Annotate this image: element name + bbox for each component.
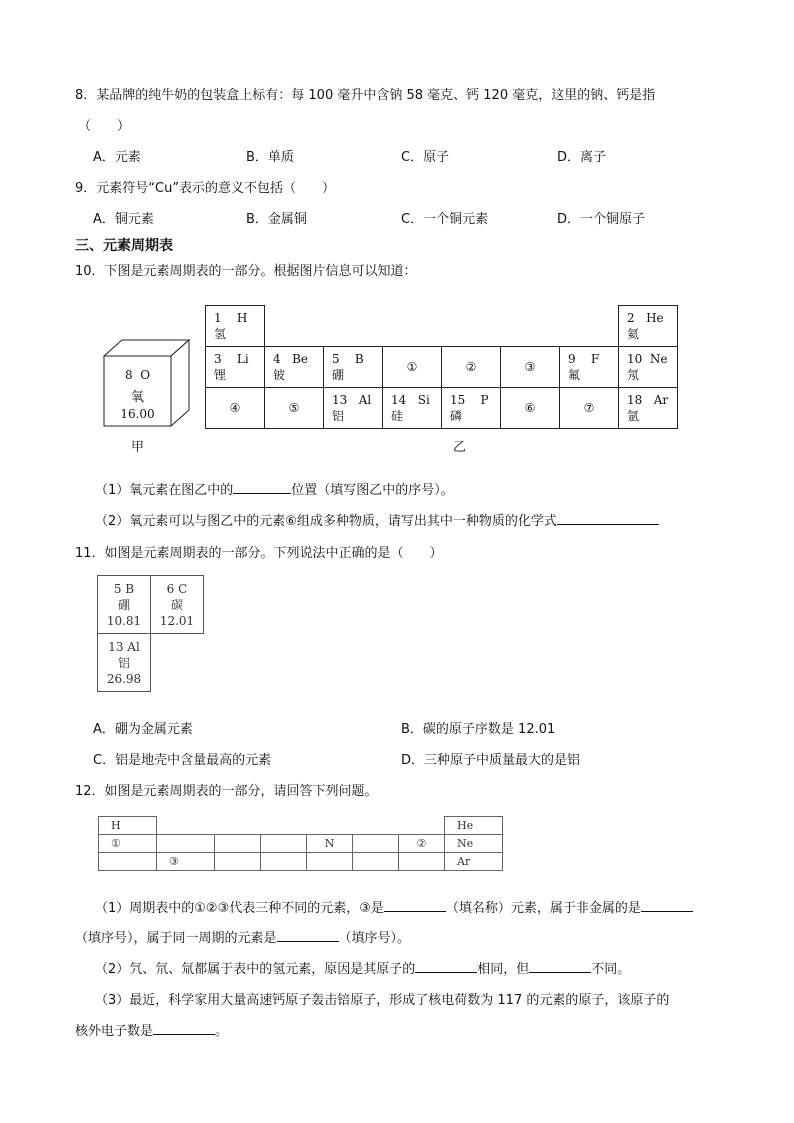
cell-b: 5 B 硼: [324, 347, 383, 388]
q10-sub1-blank[interactable]: [233, 479, 291, 494]
q12-stem: 12．如图是元素周期表的一部分，请回答下列问题。: [75, 784, 378, 799]
q8-option-a: A．元素: [93, 150, 141, 165]
cell-mark-4: ④: [206, 388, 265, 429]
cube-mass: 16.00: [120, 407, 155, 421]
q8-option-b: B．单质: [246, 150, 294, 165]
q12-sub3-blank[interactable]: [153, 1020, 215, 1035]
q12-mark-1: ①: [99, 835, 157, 853]
cube-name: 氧: [130, 390, 144, 405]
q12-sub2-blank-2[interactable]: [529, 958, 591, 973]
q11-option-c: C．铝是地壳中含量最高的元素: [93, 753, 272, 768]
q12-sub2: （2）氕、氘、氚都属于表中的氢元素，原因是其原子的 相同，但 不同。: [95, 958, 630, 977]
cell-f: 9 F 氟: [560, 347, 619, 388]
q11-cell-b: 5 B 硼 10.81: [98, 576, 151, 634]
cell-mark-1: ①: [383, 347, 442, 388]
q11-option-a: A．硼为金属元素: [93, 722, 193, 737]
q12-table: [98, 816, 503, 871]
cell-mark-2: ②: [442, 347, 501, 388]
q8-option-c: C．原子: [401, 150, 450, 165]
q12-sub1-line1: （1）周期表中的①②③代表三种不同的元素，③是 （填名称）元素，属于非金属的是: [95, 897, 693, 916]
q12-sub1-blank-1[interactable]: [384, 897, 446, 912]
cell-mark-7: ⑦: [560, 388, 619, 429]
q12-sub3-line2: 核外电子数是 。: [75, 1020, 228, 1039]
q11-cell-c: 6 C 碳 12.01: [151, 576, 204, 634]
q12-sub1-blank-2[interactable]: [641, 897, 693, 912]
cell-ne: 10 Ne 氖: [619, 347, 678, 388]
q9-option-c: C．一个铜元素: [401, 212, 489, 227]
q9-option-b: B．金属铜: [246, 212, 307, 227]
q9-option-d: D．一个铜原子: [557, 212, 646, 227]
q10-sub1: （1）氧元素在图乙中的 位置（填写图乙中的序号）。: [95, 479, 454, 498]
q12-mark-3: ③: [157, 853, 215, 871]
q11-stem: 11．如图是元素周期表的一部分。下列说法中正确的是（ ）: [75, 546, 443, 561]
cube-caption: 甲: [131, 440, 145, 455]
q8-paren: （ ）: [78, 119, 131, 134]
q12-sub2-blank-1[interactable]: [415, 958, 477, 973]
q11-cell-al: 13 Al 铝 26.98: [98, 634, 151, 692]
cell-mark-5: ⑤: [265, 388, 324, 429]
q12-cell-ar: Ar: [445, 853, 503, 871]
cell-be: 4 Be 铍: [265, 347, 324, 388]
cube-number: 8: [124, 368, 133, 382]
q10-sub2-blank[interactable]: [557, 510, 659, 525]
cell-h: 1 H 氢: [206, 306, 265, 347]
cell-mark-6: ⑥: [501, 388, 560, 429]
q12-sub3-line1: （3）最近，科学家用大量高速钙原子轰击锫原子，形成了核电荷数为 117 的元素的原子，该原子的: [95, 993, 670, 1008]
q11-option-d: D．三种原子中质量最大的是铝: [401, 753, 581, 768]
q12-sub1-line2: （填序号），属于同一周期的元素是 （填序号）。: [75, 927, 410, 946]
cell-he: 2 He 氦: [619, 306, 678, 347]
cell-si: 14 Si 硅: [383, 388, 442, 429]
q9-stem: 9．元素符号“Cu”表示的意义不包括（ ）: [75, 181, 336, 196]
cell-ar: 18 Ar 氩: [619, 388, 678, 429]
cube-number-symbol: [104, 368, 171, 382]
q12-cell-he: He: [445, 817, 503, 835]
q12-sub1-blank-3[interactable]: [277, 927, 339, 942]
q10-stem: 10．下图是元素周期表的一部分。根据图片信息可以知道：: [75, 264, 417, 279]
q11-table: [97, 575, 204, 692]
q8-option-d: D．离子: [557, 150, 607, 165]
q8-stem: 8．某品牌的纯牛奶的包装盒上标有：每 100 毫升中含钠 58 毫克、钙 120 毫克，这里的钠、钙是指: [75, 88, 656, 103]
q12-mark-2: ②: [399, 835, 445, 853]
q12-cell-n: N: [307, 835, 353, 853]
q10-sub2: （2）氧元素可以与图乙中的元素⑥组成多种物质，请写出其中一种物质的化学式: [95, 510, 659, 529]
q11-option-b: B．碳的原子序数是 12.01: [401, 722, 556, 737]
periodic-table-yi: [205, 305, 678, 429]
section-title: 三、元素周期表: [75, 238, 173, 254]
cell-mark-3: ③: [501, 347, 560, 388]
cell-p: 15 P 磷: [442, 388, 501, 429]
q12-cell-ne: Ne: [445, 835, 503, 853]
cell-al: 13 Al 铝: [324, 388, 383, 429]
q9-option-a: A．铜元素: [93, 212, 154, 227]
cell-li: 3 Li 锂: [206, 347, 265, 388]
q12-cell-h: H: [99, 817, 157, 835]
cube-symbol: O: [140, 368, 151, 382]
table-caption: 乙: [453, 440, 467, 455]
